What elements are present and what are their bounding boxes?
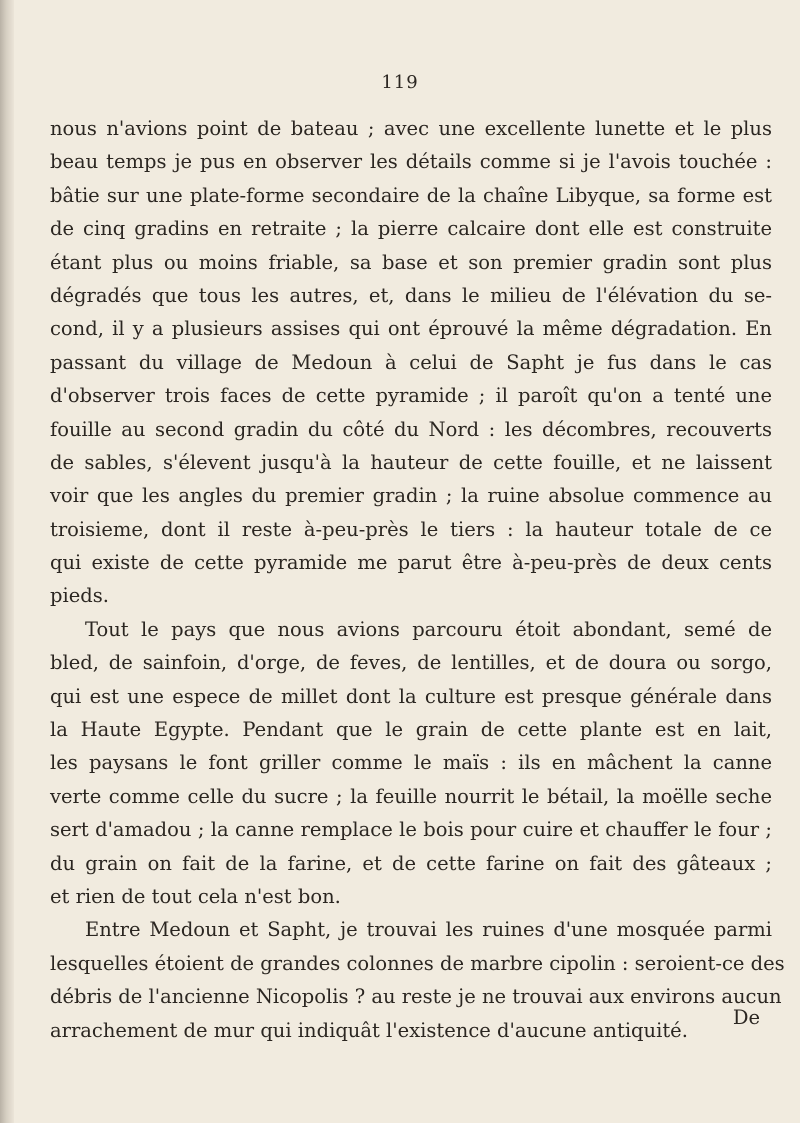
text-line: sert d'amadou ; la canne remplace le bois pour cuire et chauffer le four ;: [50, 818, 772, 842]
paragraph-mosque: [50, 913, 785, 1047]
page-number: 119: [381, 72, 419, 93]
text-line: cond, il y a plusieurs assises qui ont éprouvé la même dégradation. En: [50, 317, 772, 341]
text-line: fouille au second gradin du côté du Nord : les décombres, recouverts: [50, 417, 772, 441]
body-text: [50, 112, 785, 1047]
text-line: et rien de tout cela n'est bon.: [50, 884, 341, 908]
text-line: étant plus ou moins friable, sa base et son premier gradin sont plus: [50, 250, 772, 274]
text-line: de cinq gradins en retraite ; la pierre calcaire dont elle est construite: [50, 217, 772, 241]
text-line: les paysans le font griller comme le maïs : ils en mâchent la canne: [50, 751, 772, 775]
text-line: nous n'avions point de bateau ; avec une excellente lunette et le plus: [50, 117, 772, 140]
text-line: beau temps je pus en observer les détails comme si je l'avois touchée :: [50, 150, 772, 174]
text-line: verte comme celle du sucre ; la feuille nourrit le bétail, la moëlle seche: [50, 784, 772, 808]
text-line: Entre Medoun et Sapht, je trouvai les ruines d'une mosquée parmi: [85, 918, 772, 942]
text-line: débris de l'ancienne Nicopolis ? au reste je ne trouvai aux environs aucun: [50, 985, 782, 1009]
paragraph-crops: [50, 613, 772, 914]
text-line: qui existe de cette pyramide me parut être à-peu-près de deux cents: [50, 551, 772, 575]
text-line: la Haute Egypte. Pendant que le grain de cette plante est en lait,: [50, 718, 772, 742]
text-line: de sables, s'élevent jusqu'à la hauteur de cette fouille, et ne laissent: [50, 450, 772, 474]
text-line: bâtie sur une plate-forme secondaire de la chaîne Libyque, sa forme est: [50, 183, 772, 207]
text-line: lesquelles étoient de grandes colonnes de marbre cipolin : seroient-ce des: [50, 951, 785, 975]
text-line: troisieme, dont il reste à-peu-près le tiers : la hauteur totale de ce: [50, 517, 772, 541]
text-line: arrachement de mur qui indiquât l'existence d'aucune antiquité.: [50, 1018, 688, 1042]
text-line: passant du village de Medoun à celui de Sapht je fus dans le cas: [50, 350, 772, 374]
text-line: qui est une espece de millet dont la culture est presque générale dans: [50, 684, 772, 708]
text-line: Tout le pays que nous avions parcouru étoit abondant, semé de: [85, 617, 772, 641]
paragraph-pyramid: [50, 112, 772, 613]
text-line: voir que les angles du premier gradin ; la ruine absolue commence au: [50, 484, 772, 508]
text-line: dégradés que tous les autres, et, dans le milieu de l'élévation du se-: [50, 283, 772, 307]
text-line: pieds.: [50, 584, 109, 608]
text-line: du grain on fait de la farine, et de cette farine on fait des gâteaux ;: [50, 851, 772, 875]
text-line: d'observer trois faces de cette pyramide ; il paroît qu'on a tenté une: [50, 384, 772, 408]
catchword: De: [732, 1006, 760, 1029]
text-line: bled, de sainfoin, d'orge, de feves, de lentilles, et de doura ou sorgo,: [50, 651, 772, 675]
